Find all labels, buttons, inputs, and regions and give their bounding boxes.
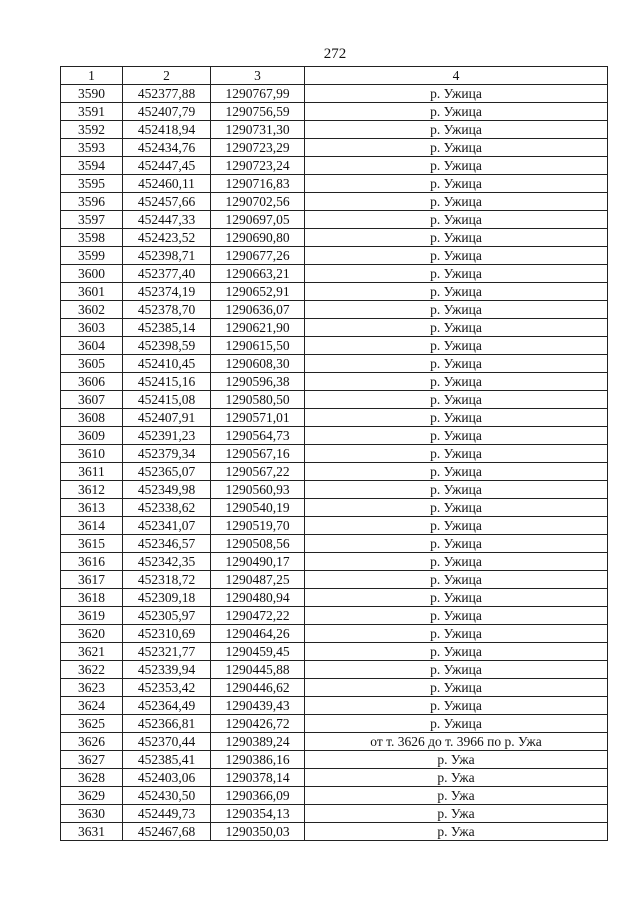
x-coordinate-cell: 452318,72	[123, 571, 211, 589]
point-number-cell: 3626	[61, 733, 123, 751]
description-cell: р. Ужица	[305, 211, 608, 229]
x-coordinate-cell: 452423,52	[123, 229, 211, 247]
description-cell: р. Ужица	[305, 679, 608, 697]
table-row	[61, 139, 608, 157]
point-number-cell: 3604	[61, 337, 123, 355]
description-cell: р. Ужа	[305, 787, 608, 805]
y-coordinate-cell: 1290560,93	[211, 481, 305, 499]
description-cell: р. Ужица	[305, 229, 608, 247]
table-row	[61, 175, 608, 193]
table-row	[61, 643, 608, 661]
point-number-cell: 3592	[61, 121, 123, 139]
point-number-cell: 3612	[61, 481, 123, 499]
table-row	[61, 247, 608, 265]
table-row	[61, 679, 608, 697]
x-coordinate-cell: 452447,33	[123, 211, 211, 229]
y-coordinate-cell: 1290702,56	[211, 193, 305, 211]
y-coordinate-cell: 1290389,24	[211, 733, 305, 751]
table-row	[61, 589, 608, 607]
description-cell: р. Ужица	[305, 463, 608, 481]
x-coordinate-cell: 452338,62	[123, 499, 211, 517]
description-cell: р. Ужица	[305, 247, 608, 265]
x-coordinate-cell: 452305,97	[123, 607, 211, 625]
coordinates-table	[60, 66, 608, 841]
x-coordinate-cell: 452353,42	[123, 679, 211, 697]
point-number-cell: 3614	[61, 517, 123, 535]
table-row	[61, 535, 608, 553]
table-row	[61, 301, 608, 319]
y-coordinate-cell: 1290697,05	[211, 211, 305, 229]
description-cell: р. Ужица	[305, 355, 608, 373]
x-coordinate-cell: 452385,41	[123, 751, 211, 769]
table-row	[61, 823, 608, 841]
y-coordinate-cell: 1290464,26	[211, 625, 305, 643]
x-coordinate-cell: 452398,71	[123, 247, 211, 265]
x-coordinate-cell: 452377,40	[123, 265, 211, 283]
y-coordinate-cell: 1290571,01	[211, 409, 305, 427]
table-row	[61, 103, 608, 121]
y-coordinate-cell: 1290354,13	[211, 805, 305, 823]
table-row	[61, 319, 608, 337]
y-coordinate-cell: 1290386,16	[211, 751, 305, 769]
table-row	[61, 85, 608, 103]
x-coordinate-cell: 452342,35	[123, 553, 211, 571]
point-number-cell: 3623	[61, 679, 123, 697]
y-coordinate-cell: 1290652,91	[211, 283, 305, 301]
point-number-cell: 3625	[61, 715, 123, 733]
page-number: 272	[323, 46, 347, 62]
y-coordinate-cell: 1290378,14	[211, 769, 305, 787]
point-number-cell: 3603	[61, 319, 123, 337]
point-number-cell: 3611	[61, 463, 123, 481]
point-number-cell: 3598	[61, 229, 123, 247]
point-number-cell: 3621	[61, 643, 123, 661]
table-row	[61, 517, 608, 535]
description-cell: р. Ужица	[305, 481, 608, 499]
x-coordinate-cell: 452339,94	[123, 661, 211, 679]
point-number-cell: 3616	[61, 553, 123, 571]
table-row	[61, 571, 608, 589]
y-coordinate-cell: 1290445,88	[211, 661, 305, 679]
table-row	[61, 337, 608, 355]
y-coordinate-cell: 1290636,07	[211, 301, 305, 319]
y-coordinate-cell: 1290723,29	[211, 139, 305, 157]
table-row	[61, 607, 608, 625]
x-coordinate-cell: 452447,45	[123, 157, 211, 175]
description-cell: р. Ужица	[305, 607, 608, 625]
description-cell: р. Ужица	[305, 643, 608, 661]
y-coordinate-cell: 1290677,26	[211, 247, 305, 265]
x-coordinate-cell: 452418,94	[123, 121, 211, 139]
description-cell: р. Ужица	[305, 661, 608, 679]
header-cell: 3	[211, 67, 305, 85]
x-coordinate-cell: 452379,34	[123, 445, 211, 463]
description-cell: р. Ужица	[305, 409, 608, 427]
description-cell: р. Ужица	[305, 85, 608, 103]
table-row	[61, 751, 608, 769]
x-coordinate-cell: 452415,08	[123, 391, 211, 409]
point-number-cell: 3591	[61, 103, 123, 121]
y-coordinate-cell: 1290615,50	[211, 337, 305, 355]
y-coordinate-cell: 1290540,19	[211, 499, 305, 517]
table-row	[61, 661, 608, 679]
point-number-cell: 3606	[61, 373, 123, 391]
x-coordinate-cell: 452309,18	[123, 589, 211, 607]
point-number-cell: 3613	[61, 499, 123, 517]
y-coordinate-cell: 1290663,21	[211, 265, 305, 283]
x-coordinate-cell: 452415,16	[123, 373, 211, 391]
description-cell: р. Ужица	[305, 373, 608, 391]
y-coordinate-cell: 1290472,22	[211, 607, 305, 625]
y-coordinate-cell: 1290519,70	[211, 517, 305, 535]
point-number-cell: 3600	[61, 265, 123, 283]
description-cell: р. Ужица	[305, 571, 608, 589]
point-number-cell: 3607	[61, 391, 123, 409]
description-cell: р. Ужа	[305, 805, 608, 823]
point-number-cell: 3627	[61, 751, 123, 769]
table-row	[61, 481, 608, 499]
y-coordinate-cell: 1290564,73	[211, 427, 305, 445]
description-cell: р. Ужица	[305, 625, 608, 643]
y-coordinate-cell: 1290508,56	[211, 535, 305, 553]
x-coordinate-cell: 452349,98	[123, 481, 211, 499]
table-row	[61, 157, 608, 175]
point-number-cell: 3630	[61, 805, 123, 823]
x-coordinate-cell: 452310,69	[123, 625, 211, 643]
x-coordinate-cell: 452370,44	[123, 733, 211, 751]
header-cell: 2	[123, 67, 211, 85]
y-coordinate-cell: 1290350,03	[211, 823, 305, 841]
x-coordinate-cell: 452374,19	[123, 283, 211, 301]
y-coordinate-cell: 1290490,17	[211, 553, 305, 571]
x-coordinate-cell: 452366,81	[123, 715, 211, 733]
y-coordinate-cell: 1290366,09	[211, 787, 305, 805]
x-coordinate-cell: 452385,14	[123, 319, 211, 337]
point-number-cell: 3601	[61, 283, 123, 301]
point-number-cell: 3593	[61, 139, 123, 157]
x-coordinate-cell: 452407,91	[123, 409, 211, 427]
table-row	[61, 787, 608, 805]
point-number-cell: 3631	[61, 823, 123, 841]
x-coordinate-cell: 452434,76	[123, 139, 211, 157]
point-number-cell: 3628	[61, 769, 123, 787]
x-coordinate-cell: 452449,73	[123, 805, 211, 823]
description-cell: р. Ужица	[305, 301, 608, 319]
point-number-cell: 3597	[61, 211, 123, 229]
table-row	[61, 733, 608, 751]
y-coordinate-cell: 1290580,50	[211, 391, 305, 409]
point-number-cell: 3602	[61, 301, 123, 319]
table-row	[61, 805, 608, 823]
point-number-cell: 3608	[61, 409, 123, 427]
x-coordinate-cell: 452321,77	[123, 643, 211, 661]
description-cell: р. Ужица	[305, 139, 608, 157]
description-cell: р. Ужица	[305, 265, 608, 283]
y-coordinate-cell: 1290459,45	[211, 643, 305, 661]
x-coordinate-cell: 452391,23	[123, 427, 211, 445]
x-coordinate-cell: 452377,88	[123, 85, 211, 103]
table-row	[61, 373, 608, 391]
x-coordinate-cell: 452410,45	[123, 355, 211, 373]
y-coordinate-cell: 1290690,80	[211, 229, 305, 247]
description-cell: р. Ужица	[305, 193, 608, 211]
x-coordinate-cell: 452364,49	[123, 697, 211, 715]
description-cell: р. Ужица	[305, 103, 608, 121]
x-coordinate-cell: 452460,11	[123, 175, 211, 193]
point-number-cell: 3605	[61, 355, 123, 373]
table-row	[61, 193, 608, 211]
description-cell: р. Ужа	[305, 751, 608, 769]
table-row	[61, 211, 608, 229]
description-cell: р. Ужа	[305, 823, 608, 841]
x-coordinate-cell: 452398,59	[123, 337, 211, 355]
x-coordinate-cell: 452430,50	[123, 787, 211, 805]
point-number-cell: 3629	[61, 787, 123, 805]
description-cell: р. Ужица	[305, 517, 608, 535]
point-number-cell: 3619	[61, 607, 123, 625]
y-coordinate-cell: 1290621,90	[211, 319, 305, 337]
x-coordinate-cell: 452467,68	[123, 823, 211, 841]
point-number-cell: 3609	[61, 427, 123, 445]
point-number-cell: 3622	[61, 661, 123, 679]
point-number-cell: 3618	[61, 589, 123, 607]
point-number-cell: 3599	[61, 247, 123, 265]
x-coordinate-cell: 452341,07	[123, 517, 211, 535]
table-row	[61, 121, 608, 139]
y-coordinate-cell: 1290567,22	[211, 463, 305, 481]
y-coordinate-cell: 1290480,94	[211, 589, 305, 607]
point-number-cell: 3610	[61, 445, 123, 463]
description-cell: р. Ужица	[305, 697, 608, 715]
point-number-cell: 3624	[61, 697, 123, 715]
header-cell: 4	[305, 67, 608, 85]
description-cell: р. Ужица	[305, 499, 608, 517]
table-row	[61, 463, 608, 481]
x-coordinate-cell: 452407,79	[123, 103, 211, 121]
y-coordinate-cell: 1290487,25	[211, 571, 305, 589]
table-row	[61, 715, 608, 733]
description-cell: р. Ужица	[305, 319, 608, 337]
point-number-cell: 3617	[61, 571, 123, 589]
y-coordinate-cell: 1290567,16	[211, 445, 305, 463]
table-row	[61, 553, 608, 571]
point-number-cell: 3620	[61, 625, 123, 643]
table-header-row	[61, 67, 608, 85]
description-cell: р. Ужа	[305, 769, 608, 787]
point-number-cell: 3594	[61, 157, 123, 175]
x-coordinate-cell: 452365,07	[123, 463, 211, 481]
table-row	[61, 355, 608, 373]
description-cell: р. Ужица	[305, 535, 608, 553]
table-row	[61, 283, 608, 301]
description-cell: р. Ужица	[305, 391, 608, 409]
description-cell: р. Ужица	[305, 553, 608, 571]
y-coordinate-cell: 1290426,72	[211, 715, 305, 733]
y-coordinate-cell: 1290596,38	[211, 373, 305, 391]
description-cell: р. Ужица	[305, 589, 608, 607]
description-cell: р. Ужица	[305, 427, 608, 445]
x-coordinate-cell: 452378,70	[123, 301, 211, 319]
description-cell: р. Ужица	[305, 715, 608, 733]
x-coordinate-cell: 452403,06	[123, 769, 211, 787]
description-cell: от т. 3626 до т. 3966 по р. Ужа	[305, 733, 608, 751]
y-coordinate-cell: 1290608,30	[211, 355, 305, 373]
description-cell: р. Ужица	[305, 337, 608, 355]
y-coordinate-cell: 1290716,83	[211, 175, 305, 193]
y-coordinate-cell: 1290446,62	[211, 679, 305, 697]
y-coordinate-cell: 1290767,99	[211, 85, 305, 103]
point-number-cell: 3595	[61, 175, 123, 193]
table-row	[61, 265, 608, 283]
y-coordinate-cell: 1290756,59	[211, 103, 305, 121]
y-coordinate-cell: 1290723,24	[211, 157, 305, 175]
header-cell: 1	[61, 67, 123, 85]
description-cell: р. Ужица	[305, 283, 608, 301]
description-cell: р. Ужица	[305, 121, 608, 139]
y-coordinate-cell: 1290439,43	[211, 697, 305, 715]
table-row	[61, 625, 608, 643]
description-cell: р. Ужица	[305, 445, 608, 463]
table-row	[61, 445, 608, 463]
y-coordinate-cell: 1290731,30	[211, 121, 305, 139]
table-row	[61, 697, 608, 715]
table-row	[61, 229, 608, 247]
x-coordinate-cell: 452346,57	[123, 535, 211, 553]
table-row	[61, 499, 608, 517]
point-number-cell: 3590	[61, 85, 123, 103]
point-number-cell: 3596	[61, 193, 123, 211]
table-row	[61, 409, 608, 427]
description-cell: р. Ужица	[305, 175, 608, 193]
description-cell: р. Ужица	[305, 157, 608, 175]
x-coordinate-cell: 452457,66	[123, 193, 211, 211]
table-row	[61, 391, 608, 409]
point-number-cell: 3615	[61, 535, 123, 553]
table-row	[61, 427, 608, 445]
table-row	[61, 769, 608, 787]
